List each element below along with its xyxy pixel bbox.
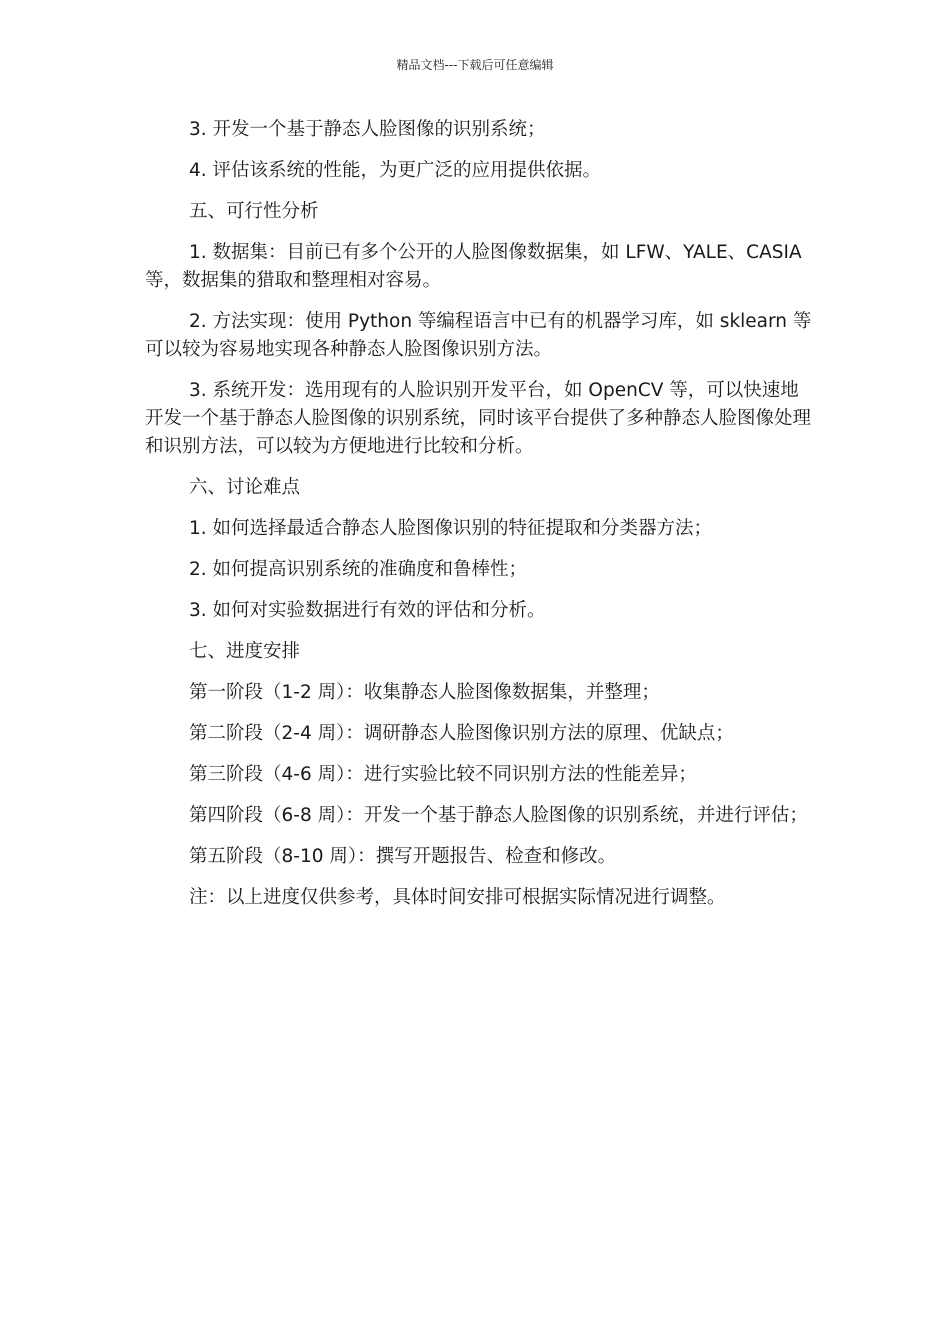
schedule-note: 注：以上进度仅供参考，具体时间安排可根据实际情况进行调整。 xyxy=(189,887,726,908)
difficulty-item-3: 3. 如何对实验数据进行有效的评估和分析。 xyxy=(189,600,546,621)
difficulty-item-2: 2. 如何提高识别系统的准确度和鲁棒性； xyxy=(189,559,528,580)
schedule-stage-2: 第二阶段（2-4 周）：调研静态人脸图像识别方法的原理、优缺点； xyxy=(189,723,734,744)
section-heading-schedule: 七、进度安排 xyxy=(189,641,301,662)
difficulty-item-1: 1. 如何选择最适合静态人脸图像识别的特征提取和分类器方法； xyxy=(189,518,713,539)
schedule-stage-5: 第五阶段（8-10 周）：撰写开题报告、检查和修改。 xyxy=(189,846,617,867)
feasibility-item-system: 3. 系统开发：选用现有的人脸识别开发平台，如 OpenCV 等，可以快速地开发一个基于静态人脸图像的识别系统，同时该平台提供了多种静态人脸图像处理和识别方法，可以较为方便地进行比较和分析。 xyxy=(145,380,812,457)
section-heading-feasibility: 五、可行性分析 xyxy=(189,201,319,222)
feasibility-item-method: 2. 方法实现：使用 Python 等编程语言中已有的机器学习库，如 sklearn 等可以较为容易地实现各种静态人脸图像识别方法。 xyxy=(145,311,812,360)
feasibility-item-dataset: 1. 数据集：目前已有多个公开的人脸图像数据集，如 LFW、YALE、CASIA 等，数据集的猎取和整理相对容易。 xyxy=(145,242,802,291)
schedule-stage-1: 第一阶段（1-2 周）：收集静态人脸图像数据集，并整理； xyxy=(189,682,660,703)
goal-item-4: 4. 评估该系统的性能，为更广泛的应用提供依据。 xyxy=(189,160,602,181)
document-body xyxy=(145,116,815,925)
schedule-stage-3: 第三阶段（4-6 周）：进行实验比较不同识别方法的性能差异； xyxy=(189,764,697,785)
page-header: 精品文档---下载后可任意编辑 xyxy=(396,58,554,72)
section-heading-difficulties: 六、讨论难点 xyxy=(189,477,301,498)
goal-item-3: 3. 开发一个基于静态人脸图像的识别系统； xyxy=(189,119,546,140)
schedule-stage-4: 第四阶段（6-8 周）：开发一个基于静态人脸图像的识别系统，并进行评估； xyxy=(189,805,808,826)
